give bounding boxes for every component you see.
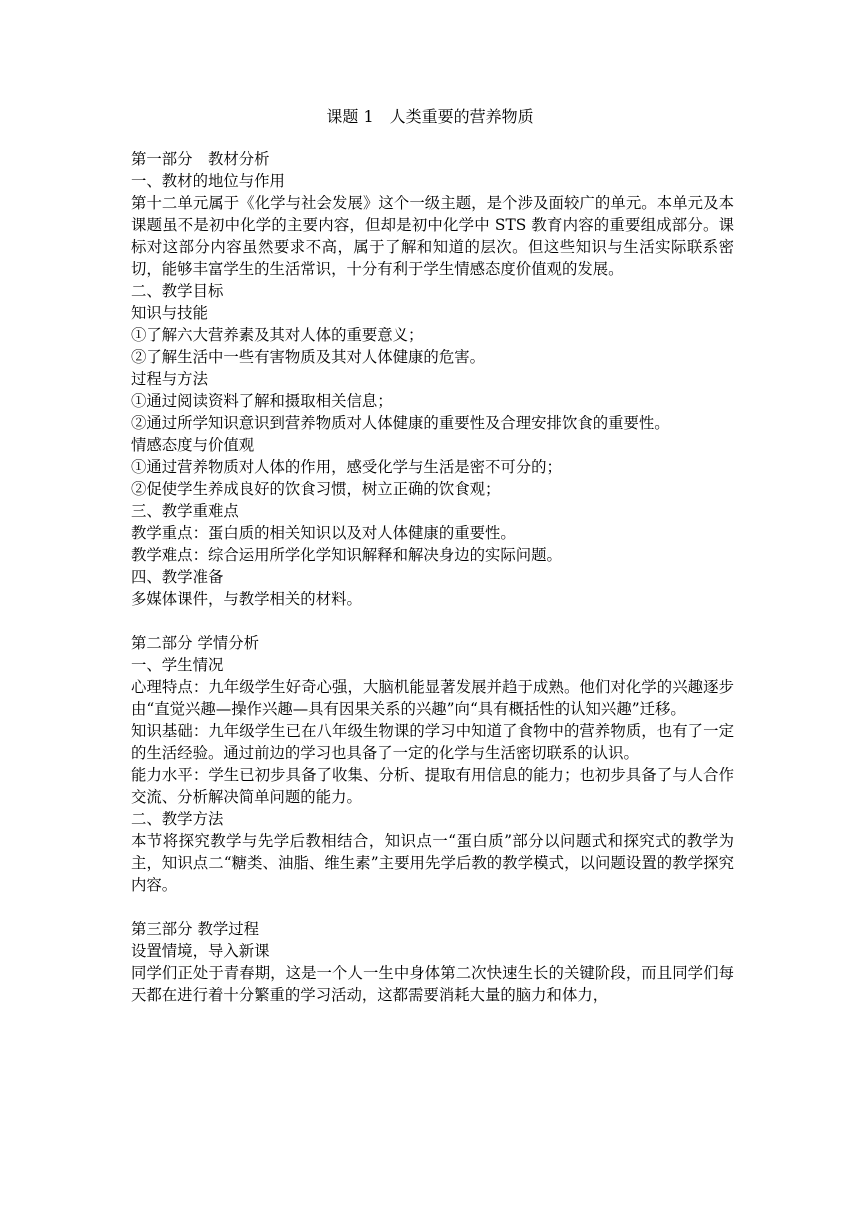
part1-heading: 第一部分 教材分析: [131, 150, 270, 168]
knowledge-skills-heading: 知识与技能: [131, 304, 208, 322]
ability-paragraph: 能力水平：学生已初步具备了收集、分析、提取有用信息的能力；也初步具备了与人合作交流、分析解决简单问题的能力。: [131, 766, 734, 806]
teaching-key-point: 教学重点：蛋白质的相关知识以及对人体健康的重要性。: [131, 524, 516, 542]
knowledge-goal-1: ①了解六大营养素及其对人体的重要意义；: [131, 326, 424, 344]
document-title: 课题 1 人类重要的营养物质: [326, 107, 534, 126]
part1-section1-paragraph: 第十二单元属于《化学与社会发展》这个一级主题，是个涉及面较广的单元。本单元及本课题虽不是初中化学的主要内容，但却是初中化学中 STS 教育内容的重要组成部分。课标对这部分内容虽然要求不高，属于了解和知道的层次。但这些知识与生活实际联系密切，能够丰富学生的生活常识，十分有利于学生情感态度价值观的发展。: [131, 194, 734, 278]
part2-section2-heading: 二、教学方法: [131, 810, 224, 828]
part2-section1-heading: 一、学生情况: [131, 656, 224, 674]
teaching-preparation: 多媒体课件，与教学相关的材料。: [131, 590, 362, 608]
part1-section4-heading: 四、教学准备: [131, 568, 224, 586]
teaching-difficult-point: 教学难点：综合运用所学化学知识解释和解决身边的实际问题。: [131, 546, 562, 564]
process-goal-1: ①通过阅读资料了解和摄取相关信息；: [131, 392, 393, 410]
psychology-paragraph: 心理特点：九年级学生好奇心强，大脑机能显著发展并趋于成熟。他们对化学的兴趣逐步由“直觉兴趣—操作兴趣—具有因果关系的兴趣”向“具有概括性的认知兴趣”迁移。: [131, 678, 734, 718]
emotion-values-heading: 情感态度与价值观: [131, 436, 255, 454]
knowledge-goal-2: ②了解生活中一些有害物质及其对人体健康的危害。: [131, 348, 485, 366]
part3-heading: 第三部分 教学过程: [131, 920, 260, 938]
part1-section3-heading: 三、教学重难点: [131, 502, 239, 520]
teaching-method-paragraph: 本节将探究教学与先学后教相结合，知识点一“蛋白质”部分以问题式和探究式的教学为主，知识点二“糖类、油脂、维生素”主要用先学后教的教学模式，以问题设置的教学探究内容。: [131, 832, 734, 894]
blank-line: [131, 610, 734, 632]
document-body: [131, 148, 734, 1006]
knowledge-base-paragraph: 知识基础：九年级学生已在八年级生物课的学习中知道了食物中的营养物质，也有了一定的生活经验。通过前边的学习也具备了一定的化学与生活密切联系的认识。: [131, 722, 734, 762]
process-method-heading: 过程与方法: [131, 370, 208, 388]
emotion-goal-1: ①通过营养物质对人体的作用，感受化学与生活是密不可分的；: [131, 458, 562, 476]
part1-section1-heading: 一、教材的地位与作用: [131, 172, 285, 190]
part3-section1-heading: 设置情境，导入新课: [131, 942, 270, 960]
process-goal-2: ②通过所学知识意识到营养物质对人体健康的重要性及合理安排饮食的重要性。: [131, 414, 670, 432]
part2-heading: 第二部分 学情分析: [131, 634, 260, 652]
emotion-goal-2: ②促使学生养成良好的饮食习惯，树立正确的饮食观；: [131, 480, 501, 498]
part1-section2-heading: 二、教学目标: [131, 282, 224, 300]
intro-paragraph: 同学们正处于青春期，这是一个人一生中身体第二次快速生长的关键阶段，而且同学们每天都在进行着十分繁重的学习活动，这都需要消耗大量的脑力和体力，: [131, 964, 734, 1004]
blank-line: [131, 896, 734, 918]
